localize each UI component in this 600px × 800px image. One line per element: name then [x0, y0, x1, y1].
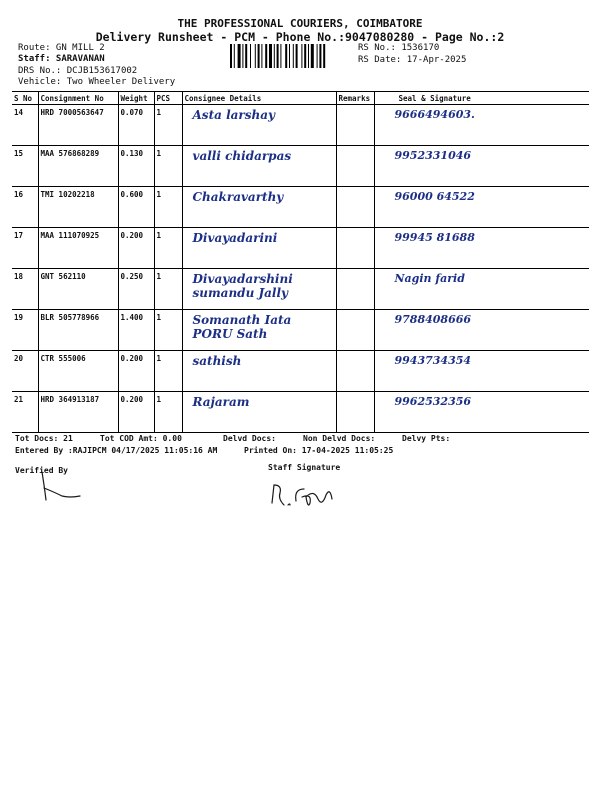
row-weight: 1.400 — [118, 310, 154, 351]
row-consignment-no: MAA 111070925 — [38, 228, 118, 269]
row-signature-handwritten: 96000 64522 — [374, 187, 589, 228]
col-seal-signature: Seal & Signature — [374, 92, 589, 105]
row-weight: 0.200 — [118, 228, 154, 269]
row-weight: 0.130 — [118, 146, 154, 187]
table-header-row — [12, 92, 589, 105]
barcode-bar — [258, 44, 260, 68]
runsheet-title: Delivery Runsheet - PCM - Phone No.:9047080280 - Page No.:2 — [95, 30, 505, 44]
row-sno: 15 — [12, 146, 38, 187]
row-consignee-handwritten: Chakravarthy — [182, 187, 336, 228]
barcode-bar — [255, 44, 256, 68]
barcode-bar — [308, 44, 309, 68]
row-remarks — [336, 351, 374, 392]
barcode-bar — [289, 44, 290, 68]
barcode-bar — [250, 44, 251, 68]
row-sno: 17 — [12, 228, 38, 269]
barcode-bar — [296, 44, 298, 68]
row-sno: 21 — [12, 392, 38, 433]
printed-on: Printed On: 17-04-2025 11:05:25 — [244, 446, 394, 455]
total-cod-amount: Tot COD Amt: 0.00 — [100, 434, 182, 443]
col-remarks: Remarks — [336, 92, 374, 105]
barcode-bar — [261, 44, 262, 68]
delivery-points: Delvy Pts: — [402, 434, 451, 443]
staff-label: Staff: SARAVANAN — [18, 54, 105, 64]
row-sno: 18 — [12, 269, 38, 310]
row-consignment-no: GNT 562110 — [38, 269, 118, 310]
row-consignment-no: TMI 10202218 — [38, 187, 118, 228]
table-row — [12, 105, 589, 146]
rs-date: RS Date: 17-Apr-2025 — [358, 55, 467, 65]
row-consignee-handwritten: Rajaram — [182, 392, 336, 433]
row-pcs: 1 — [154, 269, 182, 310]
row-remarks — [336, 392, 374, 433]
row-remarks — [336, 310, 374, 351]
barcode-bar — [234, 44, 235, 68]
row-signature-handwritten: 9952331046 — [374, 146, 589, 187]
row-pcs: 1 — [154, 105, 182, 146]
row-pcs: 1 — [154, 392, 182, 433]
vehicle-label: Vehicle: Two Wheeler Delivery — [18, 77, 176, 87]
row-pcs: 1 — [154, 187, 182, 228]
row-signature-handwritten: 9962532356 — [374, 392, 589, 433]
total-docs: Tot Docs: 21 — [15, 434, 73, 443]
row-consignee-handwritten: Somanath Iata PORU Sath — [182, 310, 336, 351]
barcode-bar — [301, 44, 302, 68]
row-signature-handwritten: Nagin farid — [374, 269, 589, 310]
table-row — [12, 269, 589, 310]
row-consignee-handwritten: Divayadarini — [182, 228, 336, 269]
barcode-bar — [293, 44, 294, 68]
row-consignment-no: BLR 505778966 — [38, 310, 118, 351]
row-pcs: 1 — [154, 310, 182, 351]
row-signature-handwritten: 99945 81688 — [374, 228, 589, 269]
barcode-bar — [245, 44, 247, 68]
row-signature-handwritten: 9666494603. — [374, 105, 589, 146]
row-consignment-no: HRD 7000563647 — [38, 105, 118, 146]
row-sno: 20 — [12, 351, 38, 392]
col-weight: Weight — [118, 92, 154, 105]
row-remarks — [336, 269, 374, 310]
table-row — [12, 310, 589, 351]
runsheet-table — [12, 91, 589, 433]
row-consignment-no: MAA 576868289 — [38, 146, 118, 187]
table-row — [12, 187, 589, 228]
col-sno: S No — [12, 92, 38, 105]
rs-number: RS No.: 1536170 — [358, 43, 440, 53]
row-remarks — [336, 228, 374, 269]
barcode-bar — [304, 44, 306, 68]
barcode-bar — [311, 44, 314, 68]
row-consignee-handwritten: Asta larshay — [182, 105, 336, 146]
non-delivered-docs: Non Delvd Docs: — [303, 434, 376, 443]
barcode-bar — [238, 44, 241, 68]
col-consignee: Consignee Details — [182, 92, 336, 105]
barcode-bar — [323, 44, 325, 68]
row-weight: 0.070 — [118, 105, 154, 146]
barcode-bar — [319, 44, 321, 68]
staff-signature-label: Staff Signature — [268, 463, 341, 472]
table-row — [12, 392, 589, 433]
barcode-bar — [280, 44, 281, 68]
staff-signature — [266, 477, 346, 511]
row-remarks — [336, 146, 374, 187]
row-sno: 19 — [12, 310, 38, 351]
row-remarks — [336, 105, 374, 146]
barcode-bar — [230, 44, 232, 68]
row-pcs: 1 — [154, 351, 182, 392]
verified-signature — [34, 470, 84, 502]
row-sno: 14 — [12, 105, 38, 146]
row-remarks — [336, 187, 374, 228]
row-weight: 0.600 — [118, 187, 154, 228]
barcode-bar — [277, 44, 279, 68]
col-pcs: PCS — [154, 92, 182, 105]
row-pcs: 1 — [154, 146, 182, 187]
row-signature-handwritten: 9943734354 — [374, 351, 589, 392]
row-pcs: 1 — [154, 228, 182, 269]
row-consignment-no: HRD 364913187 — [38, 392, 118, 433]
row-consignment-no: CTR 555006 — [38, 351, 118, 392]
barcode-bar — [269, 44, 272, 68]
delivered-docs: Delvd Docs: — [223, 434, 276, 443]
row-consignee-handwritten: sathish — [182, 351, 336, 392]
table-row — [12, 146, 589, 187]
barcode-bar — [274, 44, 275, 68]
verified-by-label: Verified By — [15, 466, 68, 475]
barcode-bar — [242, 44, 243, 68]
row-consignee-handwritten: valli chidarpas — [182, 146, 336, 187]
table-row — [12, 228, 589, 269]
barcode — [230, 44, 354, 68]
col-consignment: Consignment No — [38, 92, 118, 105]
table-row — [12, 351, 589, 392]
row-signature-handwritten: 9788408666 — [374, 310, 589, 351]
drs-number: DRS No.: DCJB153617002 — [18, 66, 138, 76]
row-weight: 0.250 — [118, 269, 154, 310]
barcode-bar — [265, 44, 267, 68]
row-weight: 0.200 — [118, 351, 154, 392]
row-weight: 0.200 — [118, 392, 154, 433]
barcode-bar — [285, 44, 287, 68]
company-name: THE PROFESSIONAL COURIERS, COIMBATORE — [177, 17, 423, 30]
barcode-bar — [317, 44, 318, 68]
route-label: Route: GN MILL 2 — [18, 43, 105, 53]
row-sno: 16 — [12, 187, 38, 228]
row-consignee-handwritten: Divayadarshini sumandu Jally — [182, 269, 336, 310]
entered-by: Entered By :RAJIPCM 04/17/2025 11:05:16 AM — [15, 446, 218, 455]
